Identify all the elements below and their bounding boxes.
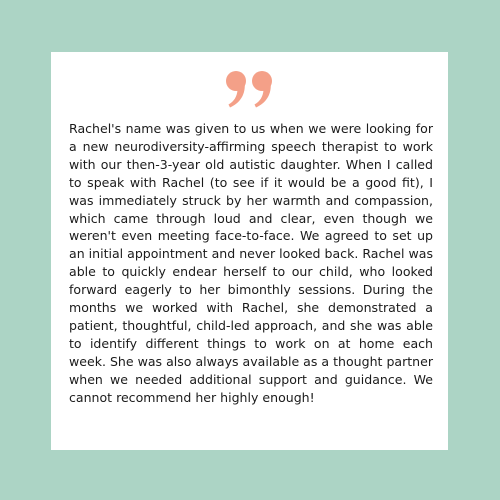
testimonial-card xyxy=(51,52,448,450)
quote-icon xyxy=(51,70,448,110)
testimonial-text: Rachel's name was given to us when we were looking for a new neurodiversity-affirming speech therapist to work with our then-3-year old autistic daughter. When I called to speak with Rachel (to see if it would be a good fit), I was immediately struck by her warmth and compassion, which came through loud and clear, even though we weren't even meeting face-to-face. We agreed to set up an initial appointment and never looked back. Rachel was able to quickly endear herself to our child, who looked forward eagerly to her bimonthly sessions. During the months we worked with Rachel, she demonstrated a patient, thoughtful, child-led approach, and she was able to identify different things to work on at home each week. She was also always available as a thought partner when we needed additional support and guidance. We cannot recommend her highly enough! xyxy=(69,121,433,405)
